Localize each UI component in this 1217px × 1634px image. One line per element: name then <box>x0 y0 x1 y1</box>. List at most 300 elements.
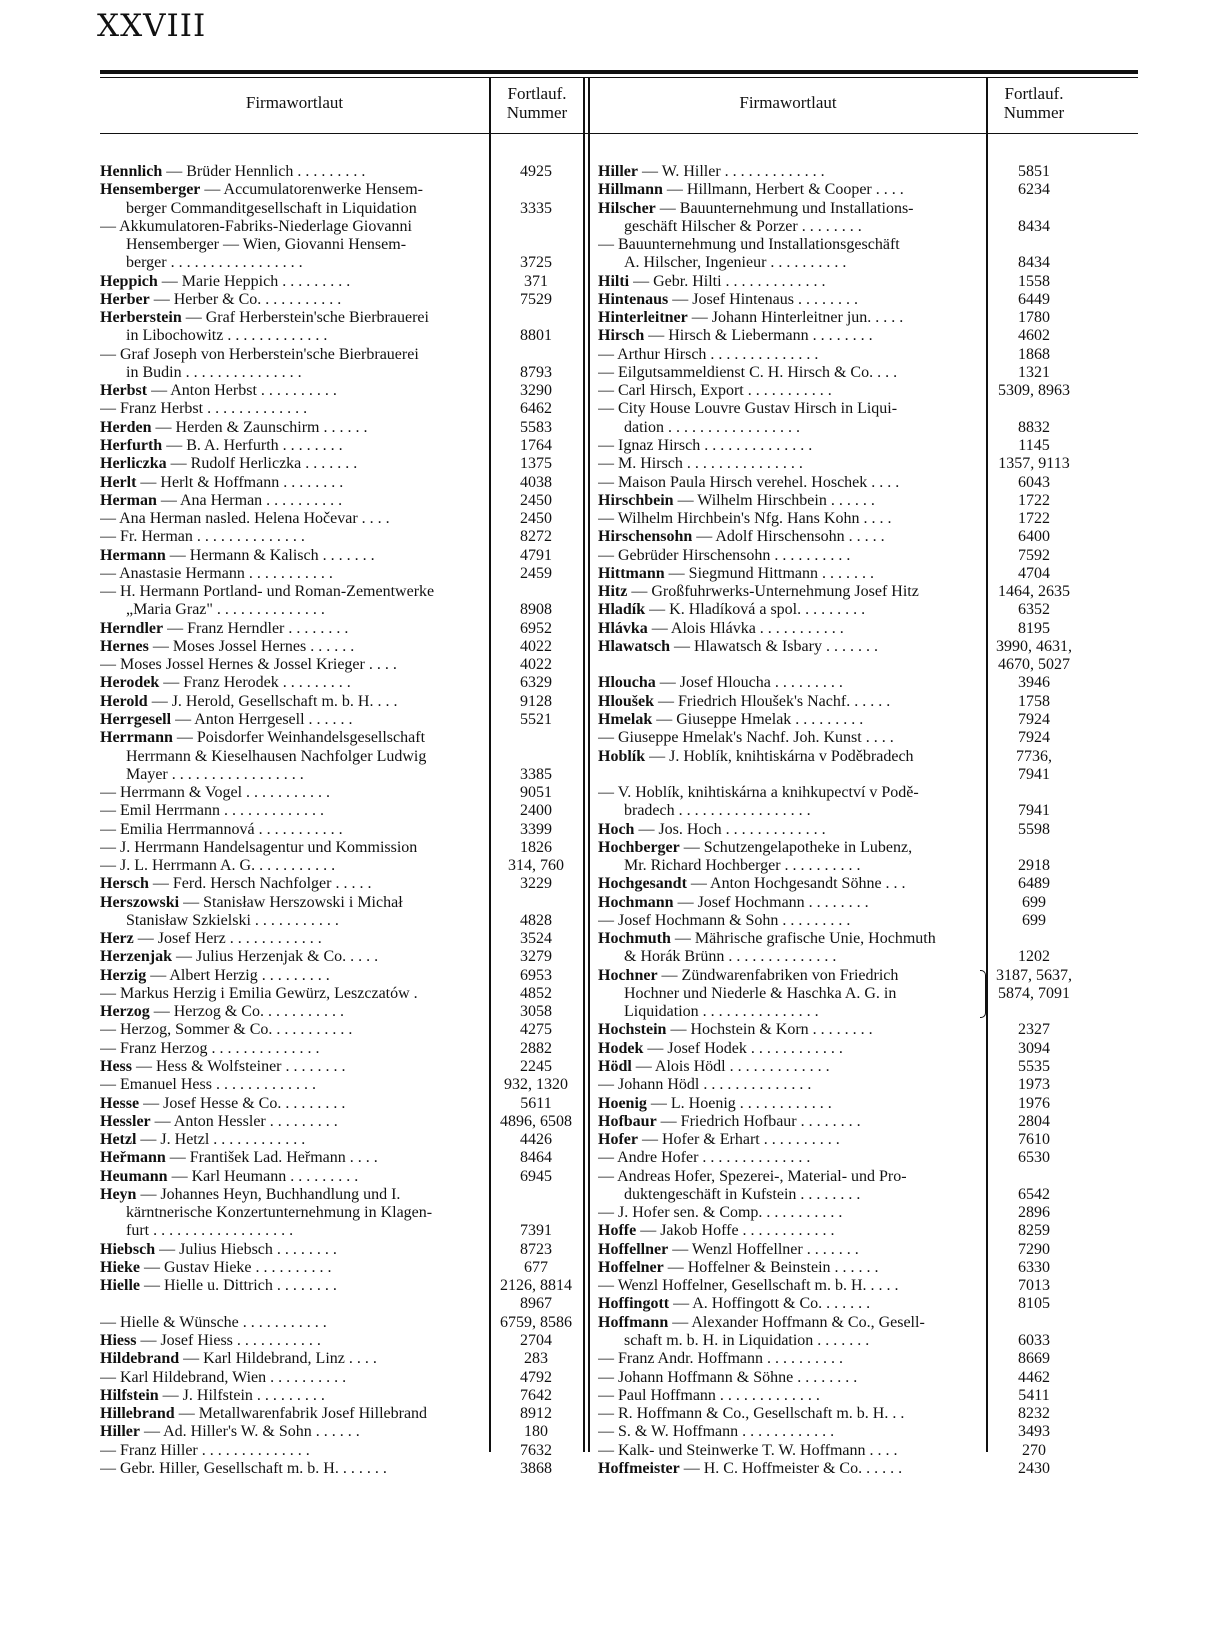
list-item <box>100 1369 584 1387</box>
running-number: 283 <box>524 1350 548 1368</box>
firm-keyword: Herzog <box>100 1003 150 1021</box>
firm-text: — R. Hoffmann & Co., Gesellschaft m. b. H. . . <box>598 1405 905 1423</box>
list-item <box>100 620 584 638</box>
list-item <box>100 1168 584 1186</box>
firm-keyword: Hieke <box>100 1258 140 1276</box>
list-item <box>598 693 1080 711</box>
firm-name <box>100 400 484 418</box>
list-item <box>100 1460 584 1478</box>
running-number: 4792 <box>520 1368 552 1386</box>
list-item <box>100 1113 584 1131</box>
firm-name <box>100 327 484 345</box>
firm-text: — Josef Hiess . . . . . . . . . . . <box>136 1332 321 1349</box>
firm-text: — Wenzl Hoffelner, Gesellschaft m. b. H. . . . . <box>598 1277 899 1295</box>
firm-keyword: Hoffmeister <box>598 1459 680 1477</box>
firm-name <box>598 601 978 619</box>
firm-text: — Anton Hessler . . . . . . . . . <box>150 1112 338 1130</box>
list-item <box>100 930 584 948</box>
firm-name <box>598 528 978 546</box>
firm-keyword: Heyn <box>100 1185 137 1203</box>
list-item <box>598 1405 1080 1423</box>
list-item <box>598 1040 1080 1058</box>
list-item <box>598 583 1080 601</box>
list-item <box>598 547 1080 565</box>
running-number: 1375 <box>520 455 552 473</box>
list-item <box>100 218 584 236</box>
firm-text: in Budin . . . . . . . . . . . . . . . <box>126 363 302 381</box>
list-item <box>100 1241 584 1259</box>
left-header-number-line2: Nummer <box>506 103 568 122</box>
running-number: 8801 <box>520 327 552 345</box>
firm-name <box>100 967 484 985</box>
firm-text: — Franz Andr. Hoffmann . . . . . . . . . . <box>598 1350 844 1368</box>
firm-text: — Karl Hildebrand, Linz . . . . <box>179 1350 377 1368</box>
running-number: 6952 <box>520 619 552 637</box>
firm-keyword: Hlávka <box>598 619 648 637</box>
firm-keyword: Hittmann <box>598 564 665 582</box>
firm-name <box>100 419 484 437</box>
firm-name <box>100 1003 484 1021</box>
running-number: 180 <box>524 1423 548 1441</box>
firm-name <box>100 1314 484 1332</box>
firm-name <box>100 1131 484 1149</box>
firm-name <box>100 1332 484 1350</box>
firm-name <box>598 1423 978 1441</box>
running-number: 6530 <box>1018 1149 1050 1167</box>
firm-keyword: Herodek <box>100 674 160 692</box>
firm-text: — J. Hilfstein . . . . . . . . . <box>158 1386 325 1404</box>
list-item <box>598 1076 1080 1094</box>
firm-text: — Hlawatsch & Isbary . . . . . . . <box>670 637 878 655</box>
firm-text: — Herrmann & Vogel . . . . . . . . . . . <box>100 784 331 802</box>
firm-text: — Andreas Hofer, Spezerei-, Material- und Pro- <box>598 1167 907 1185</box>
list-item <box>100 729 584 747</box>
firm-text: — Poisdorfer Weinhandelsgesellschaft <box>172 729 426 747</box>
running-number: 4828 <box>520 911 552 929</box>
firm-text: — Friedrich Hloušek's Nachf. . . . . . <box>654 692 891 710</box>
running-number: 7632 <box>520 1441 552 1459</box>
bracket-mark <box>980 985 986 1003</box>
running-number: 8912 <box>520 1405 552 1423</box>
firm-name <box>598 218 978 236</box>
firm-text: duktengeschäft in Kufstein . . . . . . . . <box>624 1185 861 1203</box>
firm-name <box>598 674 978 692</box>
running-number: 6400 <box>1018 528 1050 546</box>
list-item <box>100 1259 584 1277</box>
firm-name <box>100 1095 484 1113</box>
firm-text: A. Hilscher, Ingenieur . . . . . . . . . . <box>624 254 847 272</box>
list-item <box>598 346 1080 364</box>
firm-keyword: Herman <box>100 491 157 509</box>
running-number: 7529 <box>520 290 552 308</box>
running-number: 8793 <box>520 363 552 381</box>
list-item <box>598 1168 1080 1186</box>
list-item <box>598 1332 1080 1350</box>
list-item <box>100 419 584 437</box>
list-item <box>100 1149 584 1167</box>
firm-text: — V. Hoblík, knihtiskárna a knihkupectví v Podě- <box>598 784 919 802</box>
right-header-number <box>988 84 1080 122</box>
running-number: 3946 <box>1018 674 1050 692</box>
list-item <box>598 1314 1080 1332</box>
list-item <box>100 857 584 875</box>
firm-text: — Jakob Hoffe . . . . . . . . . . . . <box>636 1222 835 1240</box>
firm-name <box>598 437 978 455</box>
list-item <box>100 163 584 181</box>
list-item <box>598 291 1080 309</box>
running-number: 5583 <box>520 418 552 436</box>
running-number: 699 <box>1022 911 1046 929</box>
firm-name <box>598 1040 978 1058</box>
firm-text: — Julius Herzenjak & Co. . . . . <box>171 948 379 966</box>
right-column <box>598 163 1080 1478</box>
firm-text: — Moses Jossel Hernes & Jossel Krieger . . . . <box>100 656 397 674</box>
firm-keyword: Hloušek <box>598 692 655 710</box>
firm-keyword: Herliczka <box>100 455 167 473</box>
firm-text: — Anton Hochgesandt Söhne . . . <box>686 875 906 893</box>
firm-name <box>598 839 978 857</box>
running-number: 1826 <box>520 838 552 856</box>
list-item <box>598 601 1080 619</box>
firm-text: — Fr. Herman . . . . . . . . . . . . . . <box>100 528 305 546</box>
firm-keyword: Hinterleitner <box>598 309 688 327</box>
firm-name <box>100 1259 484 1277</box>
firm-name <box>598 455 978 473</box>
firm-keyword: Hirschensohn <box>598 528 693 546</box>
firm-text: — Josef Herz . . . . . . . . . . . . <box>133 930 322 948</box>
firm-text: — J. Hofer sen. & Comp. . . . . . . . . . . <box>598 1204 843 1222</box>
firm-keyword: Hillebrand <box>100 1405 175 1423</box>
firm-name <box>598 948 978 966</box>
firm-text: Herrmann & Kieselhausen Nachfolger Ludwig <box>126 747 427 765</box>
firm-name <box>100 601 484 619</box>
firm-keyword: Hoffe <box>598 1222 637 1240</box>
firm-text: — Wenzl Hoffellner . . . . . . . <box>668 1240 859 1258</box>
running-number: 7941 <box>1018 765 1050 783</box>
firm-name <box>100 382 484 400</box>
running-number: 3279 <box>520 948 552 966</box>
list-item <box>598 400 1080 418</box>
firm-text: — Adolf Hirschensohn . . . . . <box>692 528 885 546</box>
left-header-number <box>491 84 583 122</box>
firm-text: — Josef Hesse & Co. . . . . . . . . <box>139 1094 346 1112</box>
firm-keyword: Hitz <box>598 583 628 601</box>
running-number: 1976 <box>1018 1094 1050 1112</box>
running-number: 2450 <box>520 491 552 509</box>
list-item <box>598 839 1080 857</box>
list-item <box>598 254 1080 272</box>
list-item <box>598 565 1080 583</box>
list-item <box>598 748 1080 766</box>
list-item <box>100 1131 584 1149</box>
firm-text: Hensemberger — Wien, Giovanni Hensem- <box>126 236 407 254</box>
running-number: 2896 <box>1018 1204 1050 1222</box>
firm-text: — Schutzengelapotheke in Lubenz, <box>679 838 913 856</box>
list-item <box>100 1186 584 1204</box>
firm-text: — Markus Herzig i Emilia Gewürz, Leszczatów . <box>100 984 418 1002</box>
firm-name <box>100 291 484 309</box>
firm-keyword: Herfurth <box>100 436 163 454</box>
firm-text: — Graf Joseph von Herberstein'sche Bierbrauerei <box>100 345 419 363</box>
firm-name <box>598 1387 978 1405</box>
firm-text: — Franz Herzog . . . . . . . . . . . . . . <box>100 1039 320 1057</box>
firm-name <box>598 382 978 400</box>
running-number: 6033 <box>1018 1332 1050 1349</box>
running-number: 3493 <box>1018 1423 1050 1441</box>
firm-text: schaft m. b. H. in Liquidation . . . . . . . <box>624 1332 870 1349</box>
list-item <box>598 729 1080 747</box>
firm-name <box>598 1113 978 1131</box>
firm-text: — František Lad. Heřmann . . . . <box>165 1149 378 1167</box>
list-item <box>598 528 1080 546</box>
firm-name <box>100 839 484 857</box>
firm-name <box>100 656 484 674</box>
firm-text: Stanisław Szkielski . . . . . . . . . . . <box>126 911 339 929</box>
firm-keyword: Heřmann <box>100 1149 166 1167</box>
list-item <box>598 784 1080 802</box>
firm-keyword: Hlawatsch <box>598 637 670 655</box>
running-number: 8908 <box>520 601 552 619</box>
firm-name <box>100 1405 484 1423</box>
firm-name <box>598 930 978 948</box>
list-item <box>100 1277 584 1295</box>
firm-text: — J. Hetzl . . . . . . . . . . . . <box>136 1131 306 1149</box>
running-number: 6462 <box>520 400 552 418</box>
list-item <box>598 948 1080 966</box>
running-number: 4426 <box>520 1131 552 1149</box>
firm-name <box>598 1168 978 1186</box>
left-header-name: Firmawortlaut <box>245 93 344 112</box>
firm-keyword: Herrgesell <box>100 710 172 728</box>
bracket-mark <box>980 1003 986 1018</box>
left-header-number-line1: Fortlauf. <box>507 84 567 103</box>
firm-text: furt . . . . . . . . . . . . . . . . . . <box>126 1222 294 1240</box>
list-item <box>100 309 584 327</box>
firm-name <box>100 1423 484 1441</box>
running-number: 4852 <box>520 984 552 1002</box>
firm-text: — Josef Hodek . . . . . . . . . . . . <box>643 1039 843 1057</box>
firm-name <box>598 1186 978 1204</box>
running-number: 7924 <box>1018 710 1050 728</box>
list-item <box>100 565 584 583</box>
firm-text: — B. A. Herfurth . . . . . . . . <box>162 436 343 454</box>
firm-text: — Josef Hintenaus . . . . . . . . <box>668 290 859 308</box>
running-number: 2327 <box>1018 1021 1050 1039</box>
firm-text: — Herden & Zaunschirm . . . . . . <box>151 418 368 436</box>
firm-name <box>100 309 484 327</box>
running-number: 6449 <box>1018 290 1050 308</box>
list-item <box>598 1186 1080 1204</box>
running-number: 3290 <box>520 382 552 400</box>
firm-name <box>100 236 484 254</box>
firm-text: — Gustav Hieke . . . . . . . . . . <box>140 1258 332 1276</box>
firm-text: — Herber & Co. . . . . . . . . . . <box>149 290 342 308</box>
running-number: 5411 <box>1018 1386 1050 1404</box>
list-item <box>598 1387 1080 1405</box>
running-number: 4602 <box>1018 327 1050 345</box>
running-number: 4670, 5027 <box>998 656 1070 674</box>
firm-name <box>100 674 484 692</box>
firm-text: — Franz Herodek . . . . . . . . . <box>159 674 351 692</box>
running-number: 4022 <box>520 656 552 674</box>
list-item <box>598 236 1080 254</box>
firm-name <box>100 254 484 272</box>
list-item <box>598 218 1080 236</box>
firm-name <box>598 1405 978 1423</box>
firm-name <box>100 1076 484 1094</box>
list-item <box>100 985 584 1003</box>
firm-text: — Großfuhrwerks-Unternehmung Josef Hitz <box>627 583 919 601</box>
firm-keyword: Herlt <box>100 473 137 491</box>
firm-name <box>598 364 978 382</box>
firm-name <box>598 327 978 345</box>
firm-text: — Hoffelner & Beinstein . . . . . . <box>663 1258 879 1276</box>
firm-name <box>100 583 484 601</box>
list-item <box>598 1423 1080 1441</box>
firm-text: kärntnerische Konzertunternehmung in Klagen- <box>126 1204 433 1222</box>
right-header-name: Firmawortlaut <box>739 93 837 112</box>
running-number: 8669 <box>1018 1350 1050 1368</box>
running-number: 4925 <box>520 163 552 180</box>
firm-name <box>598 1259 978 1277</box>
firm-text: — Alois Hödl . . . . . . . . . . . . . <box>631 1058 830 1076</box>
firm-name <box>598 1149 978 1167</box>
running-number: 7924 <box>1018 729 1050 747</box>
firm-text: — Maison Paula Hirsch verehel. Hoschek . . . . <box>598 473 900 491</box>
list-item <box>100 674 584 692</box>
running-number: 4462 <box>1018 1368 1050 1386</box>
running-number: 1780 <box>1018 309 1050 327</box>
firm-name <box>598 1460 978 1478</box>
list-item <box>598 419 1080 437</box>
firm-name <box>100 802 484 820</box>
firm-text: — Zündwarenfabriken von Friedrich <box>657 966 899 984</box>
firm-name <box>598 894 978 912</box>
firm-text: — Herlt & Hoffmann . . . . . . . . <box>136 473 344 491</box>
list-item <box>100 200 584 218</box>
firm-name <box>100 1387 484 1405</box>
firm-name <box>100 1442 484 1460</box>
firm-text: — Josef Hloucha . . . . . . . . . <box>655 674 843 692</box>
firm-text: berger . . . . . . . . . . . . . . . . . <box>126 254 303 272</box>
firm-text: — Giuseppe Hmelak's Nachf. Joh. Kunst . . . . <box>598 729 894 747</box>
list-item <box>598 1021 1080 1039</box>
running-number: 7941 <box>1018 802 1050 820</box>
table-top-rule-thick <box>100 70 1138 74</box>
firm-keyword: Hochmuth <box>598 930 671 948</box>
list-item <box>598 1149 1080 1167</box>
firm-name <box>100 437 484 455</box>
firm-keyword: Herberstein <box>100 309 182 327</box>
firm-text: — Ignaz Hirsch . . . . . . . . . . . . . . <box>598 436 813 454</box>
firm-text: — Gebrüder Hirschensohn . . . . . . . . . . <box>598 546 851 564</box>
firm-name <box>100 1350 484 1368</box>
firm-text: — K. Hladíková a spol. . . . . . . . . <box>645 601 866 619</box>
firm-name <box>100 474 484 492</box>
firm-text: — Jos. Hoch . . . . . . . . . . . . . <box>634 820 826 838</box>
firm-text: — Franz Hiller . . . . . . . . . . . . . . <box>100 1441 310 1459</box>
firm-keyword: Hoffmann <box>598 1313 669 1331</box>
firm-name <box>598 1076 978 1094</box>
firm-text: bradech . . . . . . . . . . . . . . . . . <box>624 802 811 820</box>
firm-text: — Alois Hlávka . . . . . . . . . . . <box>647 619 844 637</box>
firm-keyword: Hilti <box>598 272 630 290</box>
firm-text: & Horák Brünn . . . . . . . . . . . . . . <box>624 948 837 966</box>
right-header-number-line2: Nummer <box>1003 103 1065 122</box>
running-number: 7290 <box>1018 1240 1050 1258</box>
list-item <box>100 382 584 400</box>
firm-text: — Franz Herndler . . . . . . . . <box>163 619 349 637</box>
list-item <box>100 821 584 839</box>
running-number: 7610 <box>1018 1131 1050 1149</box>
firm-text: berger Commanditgesellschaft in Liquidation <box>126 199 417 217</box>
firm-name <box>598 254 978 272</box>
running-number: 1357, 9113 <box>998 455 1070 473</box>
running-number: 8259 <box>1018 1222 1050 1240</box>
firm-text: — Anton Herbst . . . . . . . . . . <box>147 382 337 400</box>
firm-keyword: Herzenjak <box>100 948 172 966</box>
firm-keyword: Herszowski <box>100 893 180 911</box>
firm-text: — J. Herrmann Handelsagentur und Kommission <box>100 838 418 856</box>
list-item <box>598 1460 1080 1478</box>
firm-text: — Hermann & Kalisch . . . . . . . <box>165 546 375 564</box>
firm-name <box>598 181 978 199</box>
firm-name <box>598 1332 978 1350</box>
firm-text: — Johannes Heyn, Buchhandlung und I. <box>136 1185 401 1203</box>
firm-text: — Akkumulatoren-Fabriks-Niederlage Giovanni <box>100 217 412 235</box>
running-number: 6329 <box>520 674 552 692</box>
firm-text: — Johann Hinterleitner jun. . . . . <box>687 309 904 327</box>
list-item <box>598 510 1080 528</box>
firm-text: — Herzog, Sommer & Co. . . . . . . . . . . <box>100 1021 353 1039</box>
firm-name <box>100 163 484 181</box>
firm-text: Mayer . . . . . . . . . . . . . . . . . <box>126 765 304 783</box>
firm-text: — Emilia Herrmannová . . . . . . . . . . . <box>100 820 343 838</box>
list-item <box>100 181 584 199</box>
running-number: 3524 <box>520 930 552 948</box>
firm-name <box>100 492 484 510</box>
list-item <box>598 309 1080 327</box>
running-number: 8967 <box>520 1295 552 1313</box>
list-item <box>100 1442 584 1460</box>
firm-keyword: Hiller <box>100 1423 140 1441</box>
firm-text: — City House Louvre Gustav Hirsch in Liqui- <box>598 400 898 418</box>
firm-name <box>100 1204 484 1222</box>
list-item <box>598 181 1080 199</box>
firm-text: — Josef Hochmann & Sohn . . . . . . . . . <box>598 911 851 929</box>
firm-keyword: Hochmann <box>598 893 674 911</box>
firm-keyword: Heppich <box>100 272 158 290</box>
firm-text: — Josef Hochmann . . . . . . . . <box>673 893 869 911</box>
list-item <box>598 967 1080 985</box>
firm-text: — Alexander Hoffmann & Co., Gesell- <box>668 1313 925 1331</box>
firm-keyword: Hödl <box>598 1058 632 1076</box>
firm-name <box>100 1058 484 1076</box>
running-number: 6330 <box>1018 1258 1050 1276</box>
firm-name <box>100 565 484 583</box>
firm-text: — Hielle u. Dittrich . . . . . . . . <box>139 1277 337 1295</box>
firm-keyword: Hessler <box>100 1112 151 1130</box>
running-number: 3229 <box>520 875 552 893</box>
firm-name <box>100 1277 484 1295</box>
firm-name <box>598 474 978 492</box>
firm-name <box>598 492 978 510</box>
firm-name <box>100 1149 484 1167</box>
firm-text: — Albert Herzig . . . . . . . . . <box>146 966 330 984</box>
running-number: 1558 <box>1018 272 1050 290</box>
firm-name <box>100 200 484 218</box>
firm-keyword: Hilscher <box>598 199 656 217</box>
